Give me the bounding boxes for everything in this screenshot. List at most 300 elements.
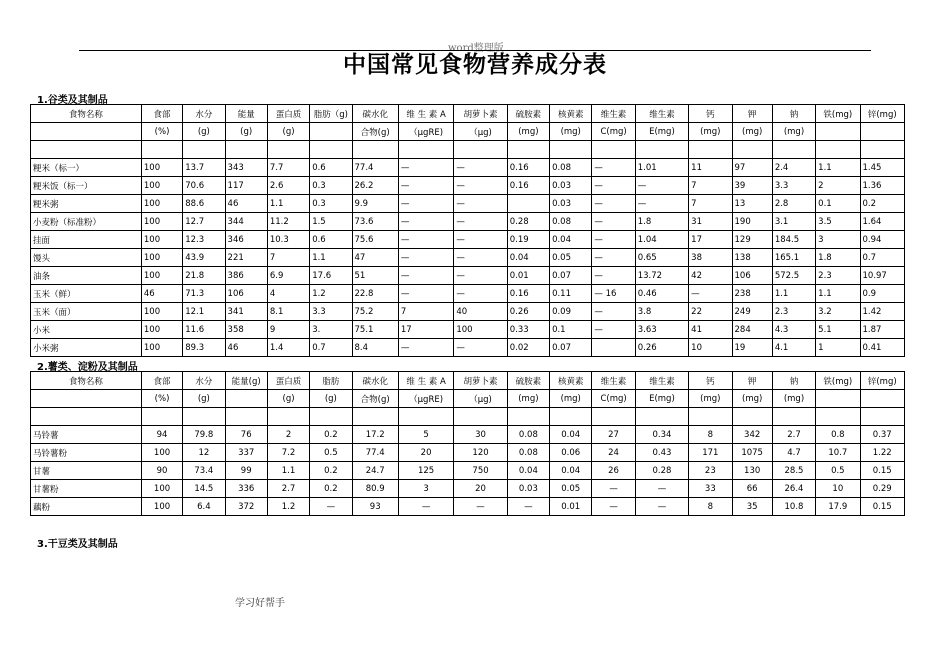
column-header: 维生素 — [635, 105, 688, 123]
table-cell: 17 — [398, 321, 453, 339]
section-title-grains: 1.谷类及其制品 — [37, 95, 108, 106]
table-cell: 100 — [141, 195, 182, 213]
food-name-cell: 甘薯粉 — [31, 480, 142, 498]
table-cell: 19 — [732, 339, 772, 357]
grains-table — [30, 104, 905, 357]
table-cell: 0.6 — [310, 231, 352, 249]
table-cell: 0.28 — [635, 462, 688, 480]
column-header: 锌(mg) — [860, 105, 905, 123]
column-header: (g) — [183, 390, 225, 408]
column-header: 胡萝卜素 — [454, 105, 507, 123]
column-header: 钙 — [689, 372, 732, 390]
table-cell: 22.8 — [352, 285, 398, 303]
table-cell: 0.65 — [635, 249, 688, 267]
table-cell: 0.06 — [550, 444, 592, 462]
spacer-cell — [398, 141, 453, 159]
column-header: 钾 — [732, 105, 772, 123]
table-cell: — — [398, 285, 453, 303]
table-cell: 79.8 — [183, 426, 225, 444]
table-cell: 7 — [398, 303, 453, 321]
column-header: 碳水化 — [352, 372, 398, 390]
column-header: (mg) — [550, 390, 592, 408]
table-cell: 750 — [454, 462, 507, 480]
table-cell: — — [592, 195, 635, 213]
table-cell: 10.3 — [267, 231, 309, 249]
table-cell: 129 — [732, 231, 772, 249]
table-row — [31, 321, 905, 339]
column-header: 维生素 — [635, 372, 688, 390]
table-cell: 3.2 — [816, 303, 860, 321]
column-header: 硫胺素 — [507, 105, 549, 123]
column-header: 食物名称 — [31, 372, 142, 390]
column-header: 硫胺素 — [507, 372, 549, 390]
column-header: 蛋白质 — [267, 372, 309, 390]
table-cell: 100 — [141, 480, 182, 498]
table-cell: 17.6 — [310, 267, 352, 285]
table-cell: 106 — [732, 267, 772, 285]
column-header: (g) — [225, 123, 267, 141]
table-cell: 7 — [689, 177, 732, 195]
table-cell: 0.16 — [507, 285, 549, 303]
table-cell: 0.29 — [860, 480, 905, 498]
table-cell: 66 — [732, 480, 772, 498]
column-header: (mg) — [550, 123, 592, 141]
spacer-cell — [267, 141, 309, 159]
food-name-cell: 馒头 — [31, 249, 142, 267]
table-row — [31, 480, 905, 498]
table-cell: 0.01 — [507, 267, 549, 285]
table-cell: 88.6 — [183, 195, 225, 213]
column-header: (%) — [141, 123, 182, 141]
spacer-cell — [635, 408, 688, 426]
table-cell: — — [454, 267, 507, 285]
table-row — [31, 195, 905, 213]
table-cell: 3. — [310, 321, 352, 339]
table-cell: — — [592, 213, 635, 231]
column-header: 食部 — [141, 372, 182, 390]
table-cell: 238 — [732, 285, 772, 303]
table-cell: 0.02 — [507, 339, 549, 357]
table-cell: 0.28 — [507, 213, 549, 231]
table-cell: 75.6 — [352, 231, 398, 249]
spacer-cell — [860, 408, 905, 426]
column-header: 锌(mg) — [860, 372, 905, 390]
table-cell: 7 — [267, 249, 309, 267]
table-cell: 30 — [454, 426, 507, 444]
table-cell: 0.2 — [310, 462, 352, 480]
column-header — [860, 390, 905, 408]
column-header: 维生素 — [592, 105, 635, 123]
table-cell: 2.6 — [267, 177, 309, 195]
table-cell: 46 — [225, 195, 267, 213]
table-cell: 10 — [816, 480, 860, 498]
table-cell: 1.2 — [310, 285, 352, 303]
table-cell: — — [454, 213, 507, 231]
page-footer: 学习好帮手 — [235, 598, 285, 609]
spacer-row — [31, 408, 905, 426]
table-cell: — — [592, 177, 635, 195]
table-cell: 12.3 — [183, 231, 225, 249]
table-cell: 0.26 — [635, 339, 688, 357]
table-cell: 24.7 — [352, 462, 398, 480]
table-cell: 0.3 — [310, 195, 352, 213]
table-cell: 0.15 — [860, 462, 905, 480]
column-header: 水分 — [183, 105, 225, 123]
table-cell: 1.1 — [772, 285, 815, 303]
table-cell: 3 — [398, 480, 453, 498]
column-header — [225, 390, 267, 408]
column-header: 食物名称 — [31, 105, 142, 123]
column-header: 碳水化 — [352, 105, 398, 123]
table-cell: — — [310, 498, 352, 516]
spacer-cell — [550, 408, 592, 426]
table-cell: 5 — [398, 426, 453, 444]
table-cell: — — [635, 480, 688, 498]
table-cell: 0.08 — [550, 213, 592, 231]
column-header: (mg) — [689, 390, 732, 408]
table-cell: 77.4 — [352, 159, 398, 177]
table-cell: 10.7 — [816, 444, 860, 462]
table-row — [31, 444, 905, 462]
spacer-cell — [550, 141, 592, 159]
spacer-cell — [507, 408, 549, 426]
food-name-cell: 小米 — [31, 321, 142, 339]
table-cell: 21.8 — [183, 267, 225, 285]
table-cell: 14.5 — [183, 480, 225, 498]
table-cell: 4 — [267, 285, 309, 303]
table-cell: 26.2 — [352, 177, 398, 195]
column-header: 核黄素 — [550, 105, 592, 123]
table-cell: 20 — [398, 444, 453, 462]
table-cell: 125 — [398, 462, 453, 480]
table-cell: 0.26 — [507, 303, 549, 321]
table-cell: 100 — [141, 177, 182, 195]
table-cell: 10.8 — [772, 498, 815, 516]
section-title-legumes: 3.干豆类及其制品 — [37, 539, 118, 550]
table-cell: 23 — [689, 462, 732, 480]
table-cell: — — [454, 231, 507, 249]
food-name-cell: 甘薯 — [31, 462, 142, 480]
table-cell: 386 — [225, 267, 267, 285]
table-row — [31, 159, 905, 177]
spacer-cell — [352, 141, 398, 159]
table-cell: 0.08 — [507, 426, 549, 444]
table-cell: 358 — [225, 321, 267, 339]
spacer-cell — [183, 408, 225, 426]
spacer-cell — [310, 408, 352, 426]
table-cell: 2.3 — [772, 303, 815, 321]
table-cell: 0.7 — [310, 339, 352, 357]
food-name-cell: 玉米（面） — [31, 303, 142, 321]
table-cell: 7 — [689, 195, 732, 213]
table-cell: 130 — [732, 462, 772, 480]
table-cell: 76 — [225, 426, 267, 444]
table-row — [31, 249, 905, 267]
column-header: 蛋白质 — [267, 105, 309, 123]
column-header: 铁(mg) — [816, 372, 860, 390]
column-header — [816, 123, 860, 141]
table-cell: 13.72 — [635, 267, 688, 285]
column-header: 脂肪（g) — [310, 105, 352, 123]
table-cell: 0.01 — [550, 498, 592, 516]
table-cell: 284 — [732, 321, 772, 339]
table-cell: 100 — [141, 498, 182, 516]
column-header: (mg) — [507, 123, 549, 141]
table-cell: 71.3 — [183, 285, 225, 303]
table-cell: 0.08 — [550, 159, 592, 177]
table-cell: — — [592, 267, 635, 285]
table-cell: 1.22 — [860, 444, 905, 462]
table-cell: 2.8 — [772, 195, 815, 213]
table-cell: 8 — [689, 426, 732, 444]
food-name-cell: 油条 — [31, 267, 142, 285]
table-cell: 7.7 — [267, 159, 309, 177]
table-cell: 0.08 — [507, 444, 549, 462]
table-cell: — — [454, 285, 507, 303]
column-header: 钙 — [689, 105, 732, 123]
table-row — [31, 339, 905, 357]
column-header: 合物(g) — [352, 123, 398, 141]
table-cell: 2.7 — [772, 426, 815, 444]
food-name-cell: 马铃薯粉 — [31, 444, 142, 462]
column-header: 脂肪 — [310, 372, 352, 390]
column-header: (g) — [267, 390, 309, 408]
table-cell: 41 — [689, 321, 732, 339]
table-cell: 0.03 — [550, 195, 592, 213]
column-header: 核黄素 — [550, 372, 592, 390]
column-header — [816, 390, 860, 408]
table-cell: — — [454, 339, 507, 357]
column-header — [310, 123, 352, 141]
column-header: 维 生 素 A — [398, 105, 453, 123]
table-cell: 26.4 — [772, 480, 815, 498]
table-cell: 171 — [689, 444, 732, 462]
column-header — [860, 123, 905, 141]
table-cell: 100 — [141, 444, 182, 462]
table-cell: 13 — [732, 195, 772, 213]
food-name-cell: 藕粉 — [31, 498, 142, 516]
table-cell: 11.6 — [183, 321, 225, 339]
table-cell: 0.43 — [635, 444, 688, 462]
table-cell: — — [635, 498, 688, 516]
table-cell: — — [398, 498, 453, 516]
column-header: 维 生 素 A — [398, 372, 453, 390]
tubers-table — [30, 371, 905, 516]
table-cell: 1.4 — [267, 339, 309, 357]
table-cell: 6.9 — [267, 267, 309, 285]
table-cell: 3.5 — [816, 213, 860, 231]
spacer-cell — [592, 141, 635, 159]
table-cell: 43.9 — [183, 249, 225, 267]
table-cell: 117 — [225, 177, 267, 195]
spacer-cell — [732, 408, 772, 426]
table-cell: 0.1 — [816, 195, 860, 213]
table-cell: 0.2 — [860, 195, 905, 213]
table-cell: 100 — [141, 213, 182, 231]
column-header: 钾 — [732, 372, 772, 390]
column-header: （μgRE) — [398, 390, 453, 408]
table-cell: 1.04 — [635, 231, 688, 249]
table-row — [31, 426, 905, 444]
table-cell: 17.9 — [816, 498, 860, 516]
table-cell: 3.3 — [310, 303, 352, 321]
table-cell: 0.37 — [860, 426, 905, 444]
table-cell: — — [398, 159, 453, 177]
table-cell: — — [592, 249, 635, 267]
table-cell: — — [398, 231, 453, 249]
food-name-cell: 粳米饭（标一） — [31, 177, 142, 195]
table-cell: 0.04 — [550, 426, 592, 444]
spacer-cell — [689, 141, 732, 159]
table-cell: 38 — [689, 249, 732, 267]
table-cell: 4.3 — [772, 321, 815, 339]
table-cell: 73.4 — [183, 462, 225, 480]
table-cell: 0.7 — [860, 249, 905, 267]
food-name-cell: 马铃薯 — [31, 426, 142, 444]
table-cell: — — [507, 498, 549, 516]
table-cell: 0.1 — [550, 321, 592, 339]
table-cell: 100 — [141, 339, 182, 357]
food-name-cell: 粳米（标一） — [31, 159, 142, 177]
column-header: 铁(mg) — [816, 105, 860, 123]
spacer-cell — [592, 408, 635, 426]
table-cell: 0.5 — [310, 444, 352, 462]
spacer-cell — [772, 408, 815, 426]
column-header: (g) — [267, 123, 309, 141]
column-header: 能量 — [225, 105, 267, 123]
table-cell: 11.2 — [267, 213, 309, 231]
table-cell: 0.04 — [507, 462, 549, 480]
spacer-row — [31, 141, 905, 159]
table-cell: 120 — [454, 444, 507, 462]
table-cell: 1.8 — [635, 213, 688, 231]
spacer-cell — [816, 408, 860, 426]
table-cell: 73.6 — [352, 213, 398, 231]
table-cell: 3 — [816, 231, 860, 249]
section-title-tubers: 2.薯类、淀粉及其制品 — [37, 362, 138, 373]
table-cell: 0.2 — [310, 480, 352, 498]
table-cell: 0.41 — [860, 339, 905, 357]
table-cell: — — [398, 249, 453, 267]
table-cell: 0.07 — [550, 267, 592, 285]
table-row — [31, 498, 905, 516]
table-cell: 99 — [225, 462, 267, 480]
table-cell: 12.1 — [183, 303, 225, 321]
column-header: （μg) — [454, 123, 507, 141]
table-cell: 1.87 — [860, 321, 905, 339]
column-header: (mg) — [772, 123, 815, 141]
table-cell: — 16 — [592, 285, 635, 303]
table-cell: 46 — [225, 339, 267, 357]
table-cell: — — [398, 213, 453, 231]
table-cell: 1 — [816, 339, 860, 357]
column-header: （μg) — [454, 390, 507, 408]
table-cell: 249 — [732, 303, 772, 321]
column-header: (%) — [141, 390, 182, 408]
table-cell: 0.09 — [550, 303, 592, 321]
table-cell: 0.8 — [816, 426, 860, 444]
table-cell: 1.8 — [816, 249, 860, 267]
table-cell: 8.4 — [352, 339, 398, 357]
table-cell: 1.36 — [860, 177, 905, 195]
column-header — [31, 390, 142, 408]
table-cell: 0.04 — [550, 462, 592, 480]
header-row-bottom — [31, 123, 905, 141]
table-cell: 80.9 — [352, 480, 398, 498]
spacer-cell — [225, 408, 267, 426]
table-cell: 7.2 — [267, 444, 309, 462]
column-header: 钠 — [772, 372, 815, 390]
table-cell: 2.4 — [772, 159, 815, 177]
food-name-cell: 小麦粉（标准粉） — [31, 213, 142, 231]
table-cell: 184.5 — [772, 231, 815, 249]
table-cell: 0.94 — [860, 231, 905, 249]
table-cell — [592, 339, 635, 357]
page-title: 中国常见食物营养成分表 — [343, 52, 607, 78]
table-cell: 39 — [732, 177, 772, 195]
table-cell: 341 — [225, 303, 267, 321]
table-cell: — — [689, 285, 732, 303]
table-cell: 10.97 — [860, 267, 905, 285]
table-cell: 1.1 — [267, 195, 309, 213]
column-header: (mg) — [732, 123, 772, 141]
table-cell: 2 — [816, 177, 860, 195]
table-cell: 75.1 — [352, 321, 398, 339]
table-cell: 77.4 — [352, 444, 398, 462]
table-cell: 12 — [183, 444, 225, 462]
table-cell: 100 — [141, 231, 182, 249]
table-cell: 100 — [141, 267, 182, 285]
table-cell: — — [635, 195, 688, 213]
table-cell: 0.04 — [507, 249, 549, 267]
spacer-cell — [772, 141, 815, 159]
table-row — [31, 285, 905, 303]
table-cell: 1.64 — [860, 213, 905, 231]
table-cell: 97 — [732, 159, 772, 177]
table-row — [31, 267, 905, 285]
table-cell: 0.11 — [550, 285, 592, 303]
table-cell: 5.1 — [816, 321, 860, 339]
table-cell: — — [592, 321, 635, 339]
table-cell: 0.07 — [550, 339, 592, 357]
table-cell: 572.5 — [772, 267, 815, 285]
spacer-cell — [31, 408, 142, 426]
table-cell: 1.1 — [267, 462, 309, 480]
table-cell: 0.6 — [310, 159, 352, 177]
table-cell: 100 — [141, 321, 182, 339]
table-cell: 6.4 — [183, 498, 225, 516]
table-cell: 26 — [592, 462, 635, 480]
table-cell: 1.42 — [860, 303, 905, 321]
table-row — [31, 462, 905, 480]
table-cell: 24 — [592, 444, 635, 462]
table-cell: 0.19 — [507, 231, 549, 249]
column-header: (mg) — [732, 390, 772, 408]
table-cell: 342 — [732, 426, 772, 444]
table-cell: 100 — [141, 159, 182, 177]
table-cell: — — [592, 498, 635, 516]
table-cell: 0.9 — [860, 285, 905, 303]
table-cell: 28.5 — [772, 462, 815, 480]
table-cell: 89.3 — [183, 339, 225, 357]
header-row-bottom — [31, 390, 905, 408]
spacer-cell — [267, 408, 309, 426]
table-cell: 17.2 — [352, 426, 398, 444]
table-cell: 0.2 — [310, 426, 352, 444]
table-cell: 344 — [225, 213, 267, 231]
table-cell: 1.45 — [860, 159, 905, 177]
table-cell: 0.3 — [310, 177, 352, 195]
